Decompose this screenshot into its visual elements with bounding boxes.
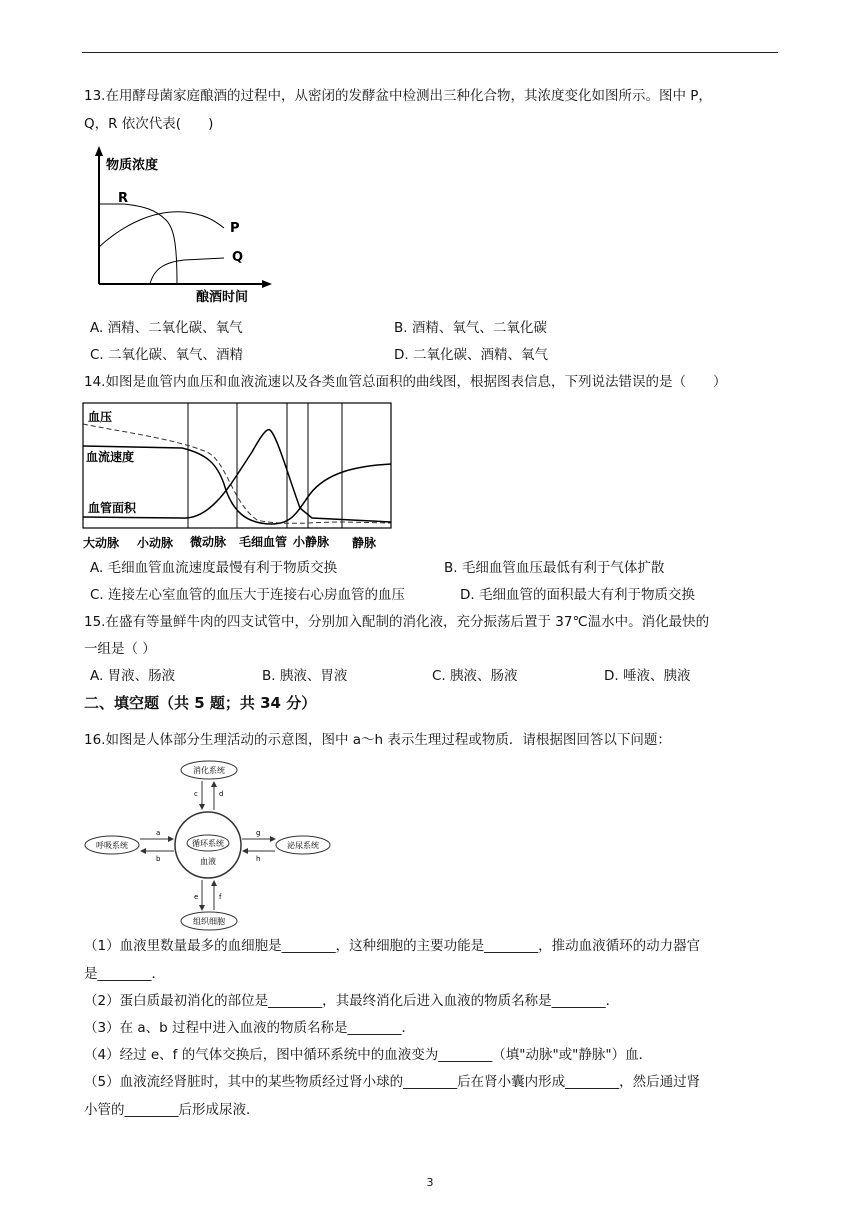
q14-stem: 14.如图是血管内血压和血液流速以及各类血管总面积的曲线图，根据图表信息，下列说法错误的是（ ） <box>84 374 727 390</box>
q16-letter-g: g <box>256 829 261 837</box>
q15-option-c[interactable]: C. 胰液、肠液 <box>432 668 518 684</box>
q16-line-6: （5）血液流经肾脏时，其中的某些物质经过肾小球的________后在肾小囊内形成________，然后通过肾 <box>84 1074 701 1090</box>
q13-ylabel: 物质浓度 <box>106 158 159 173</box>
q16-stem: 16.如图是人体部分生理活动的示意图，图中 a～h 表示生理过程或物质．请根据图回答以下问题： <box>84 732 671 748</box>
q13-option-d[interactable]: D. 二氧化碳、酒精、氧气 <box>394 347 548 363</box>
q14-vessel-2: 微动脉 <box>190 535 227 549</box>
q16-letter-a: a <box>156 829 161 837</box>
q16-center-label: 循环系统 <box>192 839 224 848</box>
q14-option-b[interactable]: B. 毛细血管血压最低有利于气体扩散 <box>444 560 665 576</box>
q15-stem-line2: 一组是（ ） <box>84 641 156 657</box>
q14-vessel-0: 大动脉 <box>83 536 120 550</box>
q14-label-speed: 血流速度 <box>86 450 135 464</box>
q13-figure <box>84 144 274 310</box>
q16-letter-h: h <box>256 855 261 863</box>
q13-stem-line2: Q，R 依次代表( ) <box>84 116 214 132</box>
q14-vessel-5: 静脉 <box>352 536 377 550</box>
q16-center-sub: 血液 <box>200 857 216 866</box>
q16-letter-e: e <box>194 893 199 901</box>
q16-node-bottom: 组织细胞 <box>193 917 225 926</box>
header-rule <box>82 52 778 53</box>
q13-option-c[interactable]: C. 二氧化碳、氧气、酒精 <box>90 347 244 363</box>
q14-label-area: 血管面积 <box>88 501 137 515</box>
section-heading: 二、填空题（共 5 题；共 34 分） <box>84 694 317 712</box>
q13-label-r: R <box>118 191 129 206</box>
q14-option-c[interactable]: C. 连接左心室血管的血压大于连接右心房血管的血压 <box>90 587 406 603</box>
q16-letter-c: c <box>194 790 198 798</box>
q16-figure <box>84 760 334 932</box>
q16-line-7: 小管的________后形成尿液． <box>84 1102 260 1118</box>
q16-letter-b: b <box>156 855 161 863</box>
q16-letter-d: d <box>219 790 224 798</box>
q16-line-4: （3）在 a、b 过程中进入血液的物质名称是________． <box>84 1020 416 1036</box>
q15-option-a[interactable]: A. 胃液、肠液 <box>90 668 176 684</box>
q15-stem-line1: 15.在盛有等量鲜牛肉的四支试管中，分别加入配制的消化液，充分振荡后置于 37℃温水中。消化最快的 <box>84 614 710 630</box>
q16-line-5: （4）经过 e、f 的气体交换后，图中循环系统中的血液变为________（填"动脉"或"静脉"）血． <box>84 1047 653 1063</box>
q13-stem-line1: 13.在用酵母菌家庭酿酒的过程中，从密闭的发酵盆中检测出三种化合物，其浓度变化如图所示。图中 P， <box>84 88 712 104</box>
q14-vessel-1: 小动脉 <box>137 536 174 550</box>
page-number: 3 <box>426 1176 434 1189</box>
q13-label-p: P <box>230 221 240 236</box>
q13-xlabel: 酿酒时间 <box>196 290 249 305</box>
q14-figure <box>82 402 394 552</box>
q16-node-left: 呼吸系统 <box>96 841 128 850</box>
q14-vessel-3: 毛细血管 <box>239 535 288 549</box>
q16-line-3: （2）蛋白质最初消化的部位是________，其最终消化后进入血液的物质名称是________． <box>84 993 620 1009</box>
q14-option-a[interactable]: A. 毛细血管血流速度最慢有利于物质交换 <box>90 560 338 576</box>
q14-option-d[interactable]: D. 毛细血管的面积最大有利于物质交换 <box>460 587 695 603</box>
q15-option-b[interactable]: B. 胰液、胃液 <box>262 668 348 684</box>
q14-label-pressure: 血压 <box>88 410 113 424</box>
q14-vessel-4: 小静脉 <box>293 535 330 549</box>
q16-node-top: 消化系统 <box>193 766 225 775</box>
q16-node-right: 泌尿系统 <box>287 841 319 850</box>
q15-option-d[interactable]: D. 唾液、胰液 <box>604 668 691 684</box>
q13-option-a[interactable]: A. 酒精、二氧化碳、氧气 <box>90 320 243 336</box>
q16-letter-f: f <box>219 893 222 901</box>
q13-option-b[interactable]: B. 酒精、氧气、二氧化碳 <box>394 320 547 336</box>
q13-label-q: Q <box>232 250 244 265</box>
q16-line-1: （1）血液里数量最多的血细胞是________，这种细胞的主要功能是________，推动血液循环的动力器官 <box>84 938 701 954</box>
q16-line-2: 是________． <box>84 966 165 982</box>
